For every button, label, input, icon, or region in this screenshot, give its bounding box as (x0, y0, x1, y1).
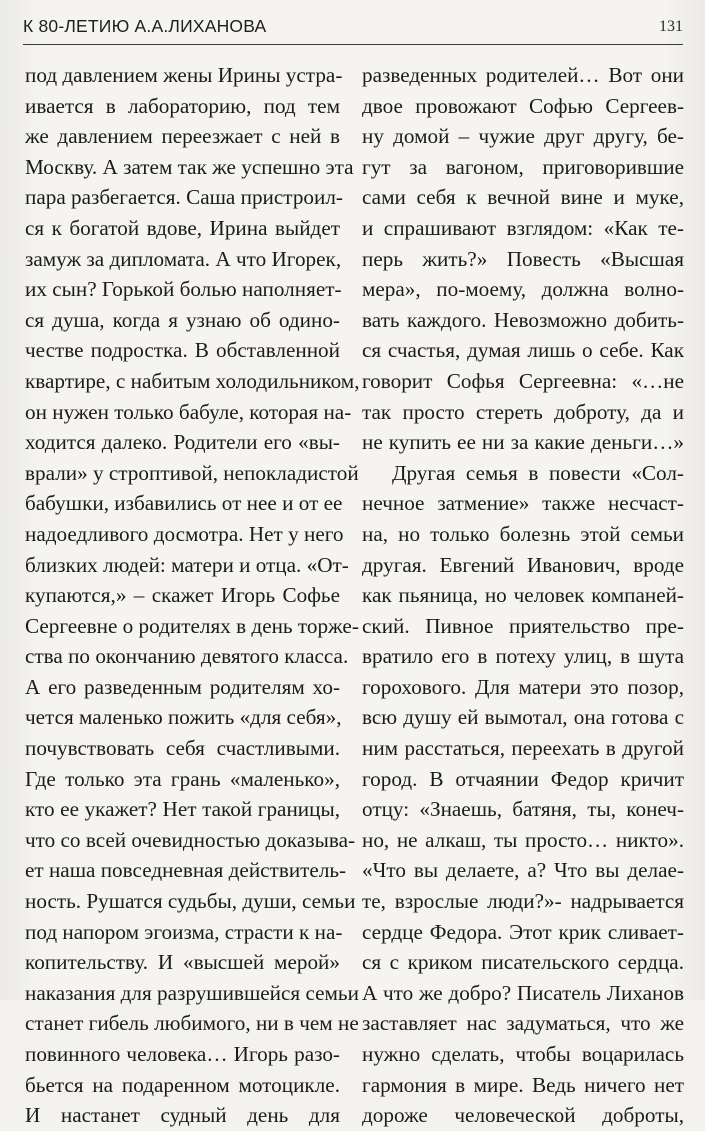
text-line: А что же добро? Писатель Лиханов (362, 980, 684, 1005)
text-line: почувствовать себя счастливыми. (25, 736, 340, 761)
text-line: бабушки, избавились от нее и от ее (25, 491, 343, 516)
text-line: их сын? Горькой болью наполняет- (25, 277, 342, 302)
text-line: близких людей: матери и отца. «От- (25, 552, 349, 577)
text-line: купаются,» – скажет Игорь Софье (25, 583, 340, 608)
text-line: он нужен только бабуле, которая на- (25, 399, 352, 424)
text-line: другая. Евгений Иванович, вроде (362, 552, 684, 577)
text-line: бьется на подаренном мотоцикле. (25, 1072, 340, 1097)
text-line: горохового. Для матери это позор, (362, 674, 684, 699)
text-line: гут за вагоном, приговорившие (362, 154, 684, 179)
text-line: говорит Софья Сергеевна: «…не (362, 368, 684, 393)
text-line: Где только эта грань «маленько», (25, 766, 340, 791)
text-line: повинного человека… Игорь разо- (25, 1042, 340, 1066)
text-line: что со всей очевидностью доказыва- (25, 827, 356, 852)
text-line: ну домой – чужие друг другу, бе- (362, 124, 684, 149)
text-line-paragraph-start: Другая семья в повести «Сол- (392, 460, 684, 485)
text-line: ивается в лабораторию, под тем (25, 93, 340, 118)
text-line: дороже человеческой доброты, (362, 1103, 684, 1128)
text-line: И настанет судный день для (25, 1103, 340, 1128)
text-line: «Что вы делаете, а? Что вы делае- (362, 858, 684, 883)
text-line: кто ее укажет? Нет такой границы, (25, 797, 340, 822)
text-line: чется маленько пожить «для себя», (25, 705, 342, 730)
text-line: и спрашивают взглядом: «Как те- (362, 215, 684, 240)
text-line: ся счастья, думая лишь о себе. Как (362, 338, 684, 363)
running-title: К 80-ЛЕТИЮ А.А.ЛИХАНОВА (23, 16, 267, 36)
header-rule (23, 44, 683, 45)
text-line: Сергеевне о родителях в день торже- (25, 613, 359, 638)
text-line: гармония в мире. Ведь ничего нет (362, 1072, 684, 1097)
text-line: ходится далеко. Родители его «вы- (25, 430, 340, 455)
text-line: пара разбегается. Саша пристроил- (25, 185, 343, 210)
text-line: но, не алкаш, ты просто… никто». (362, 827, 684, 852)
text-line: город. В отчаянии Федор кричит (362, 766, 684, 791)
text-line: заставляет нас задуматься, что же (362, 1011, 684, 1036)
text-line: на, но только болезнь этой семьи (362, 521, 684, 546)
text-line: ся с криком писательского сердца. (362, 950, 684, 975)
text-line: же давлением переезжает с ней в (25, 124, 340, 149)
text-line: сами себя к вечной вине и муке, (362, 185, 684, 210)
text-line: нужно сделать, чтобы воцарилась (362, 1042, 684, 1066)
text-line: под давлением жены Ирины устра- (25, 63, 343, 87)
text-line: двое провожают Софью Сергеев- (362, 93, 684, 118)
text-line: ся к богатой вдове, Ирина выйдет (25, 215, 340, 240)
text-line: те, взрослые люди?»- надрывается (362, 889, 684, 914)
text-line: ет наша повседневная действитель- (25, 858, 347, 883)
text-column-left (25, 60, 360, 1131)
text-line: надоедливого досмотра. Нет у него (25, 521, 344, 546)
text-line: под напором эгоизма, страсти к на- (25, 919, 343, 944)
text-line: вратило его в потеху улиц, в шута (362, 644, 684, 669)
text-line: ся душа, когда я узнаю об одино- (25, 307, 340, 332)
text-line: ним расстаться, переехать в другой (362, 736, 684, 761)
text-line: А его разведенным родителям хо- (25, 674, 340, 699)
text-line: Москву. А затем так же успешно эта (25, 154, 354, 179)
text-line: мера», по-моему, должна волно- (362, 277, 684, 302)
text-column-right (362, 60, 684, 1131)
text-line: станет гибель любимого, ни в чем не (25, 1011, 359, 1036)
text-line: всю душу ей вымотал, она готова с (362, 705, 684, 730)
text-line: ский. Пивное приятельство пре- (362, 613, 684, 638)
text-line: наказания для разрушившейся семьи (25, 980, 359, 1005)
text-line: так просто стереть доброту, да и (362, 399, 684, 424)
page-number: 131 (659, 18, 683, 35)
text-line: как пьяница, но человек компаней- (362, 583, 684, 608)
text-line: разведенных родителей… Вот они (362, 63, 684, 87)
text-line: ства по окончанию девятого класса. (25, 644, 349, 669)
text-line: замуж за дипломата. А что Игорек, (25, 246, 342, 271)
text-line: нечное затмение» также несчаст- (362, 491, 684, 516)
text-line: честве подростка. В обставленной (25, 338, 340, 363)
text-line: вать каждого. Невозможно добить- (362, 307, 684, 332)
text-line: копительству. И «высшей мерой» (25, 950, 340, 975)
text-line: сердце Федора. Этот крик сливает- (362, 919, 684, 944)
text-line: не купить ее ни за какие деньги…» (362, 430, 684, 455)
text-line: квартире, с набитым холодильником, (25, 368, 360, 393)
text-line: перь жить?» Повесть «Высшая (362, 246, 684, 271)
text-line: отцу: «Знаешь, батяня, ты, конеч- (362, 797, 684, 822)
text-line: ность. Рушатся судьбы, души, семьи (25, 889, 356, 914)
text-line: врали» у строптивой, непокладистой (25, 460, 359, 485)
